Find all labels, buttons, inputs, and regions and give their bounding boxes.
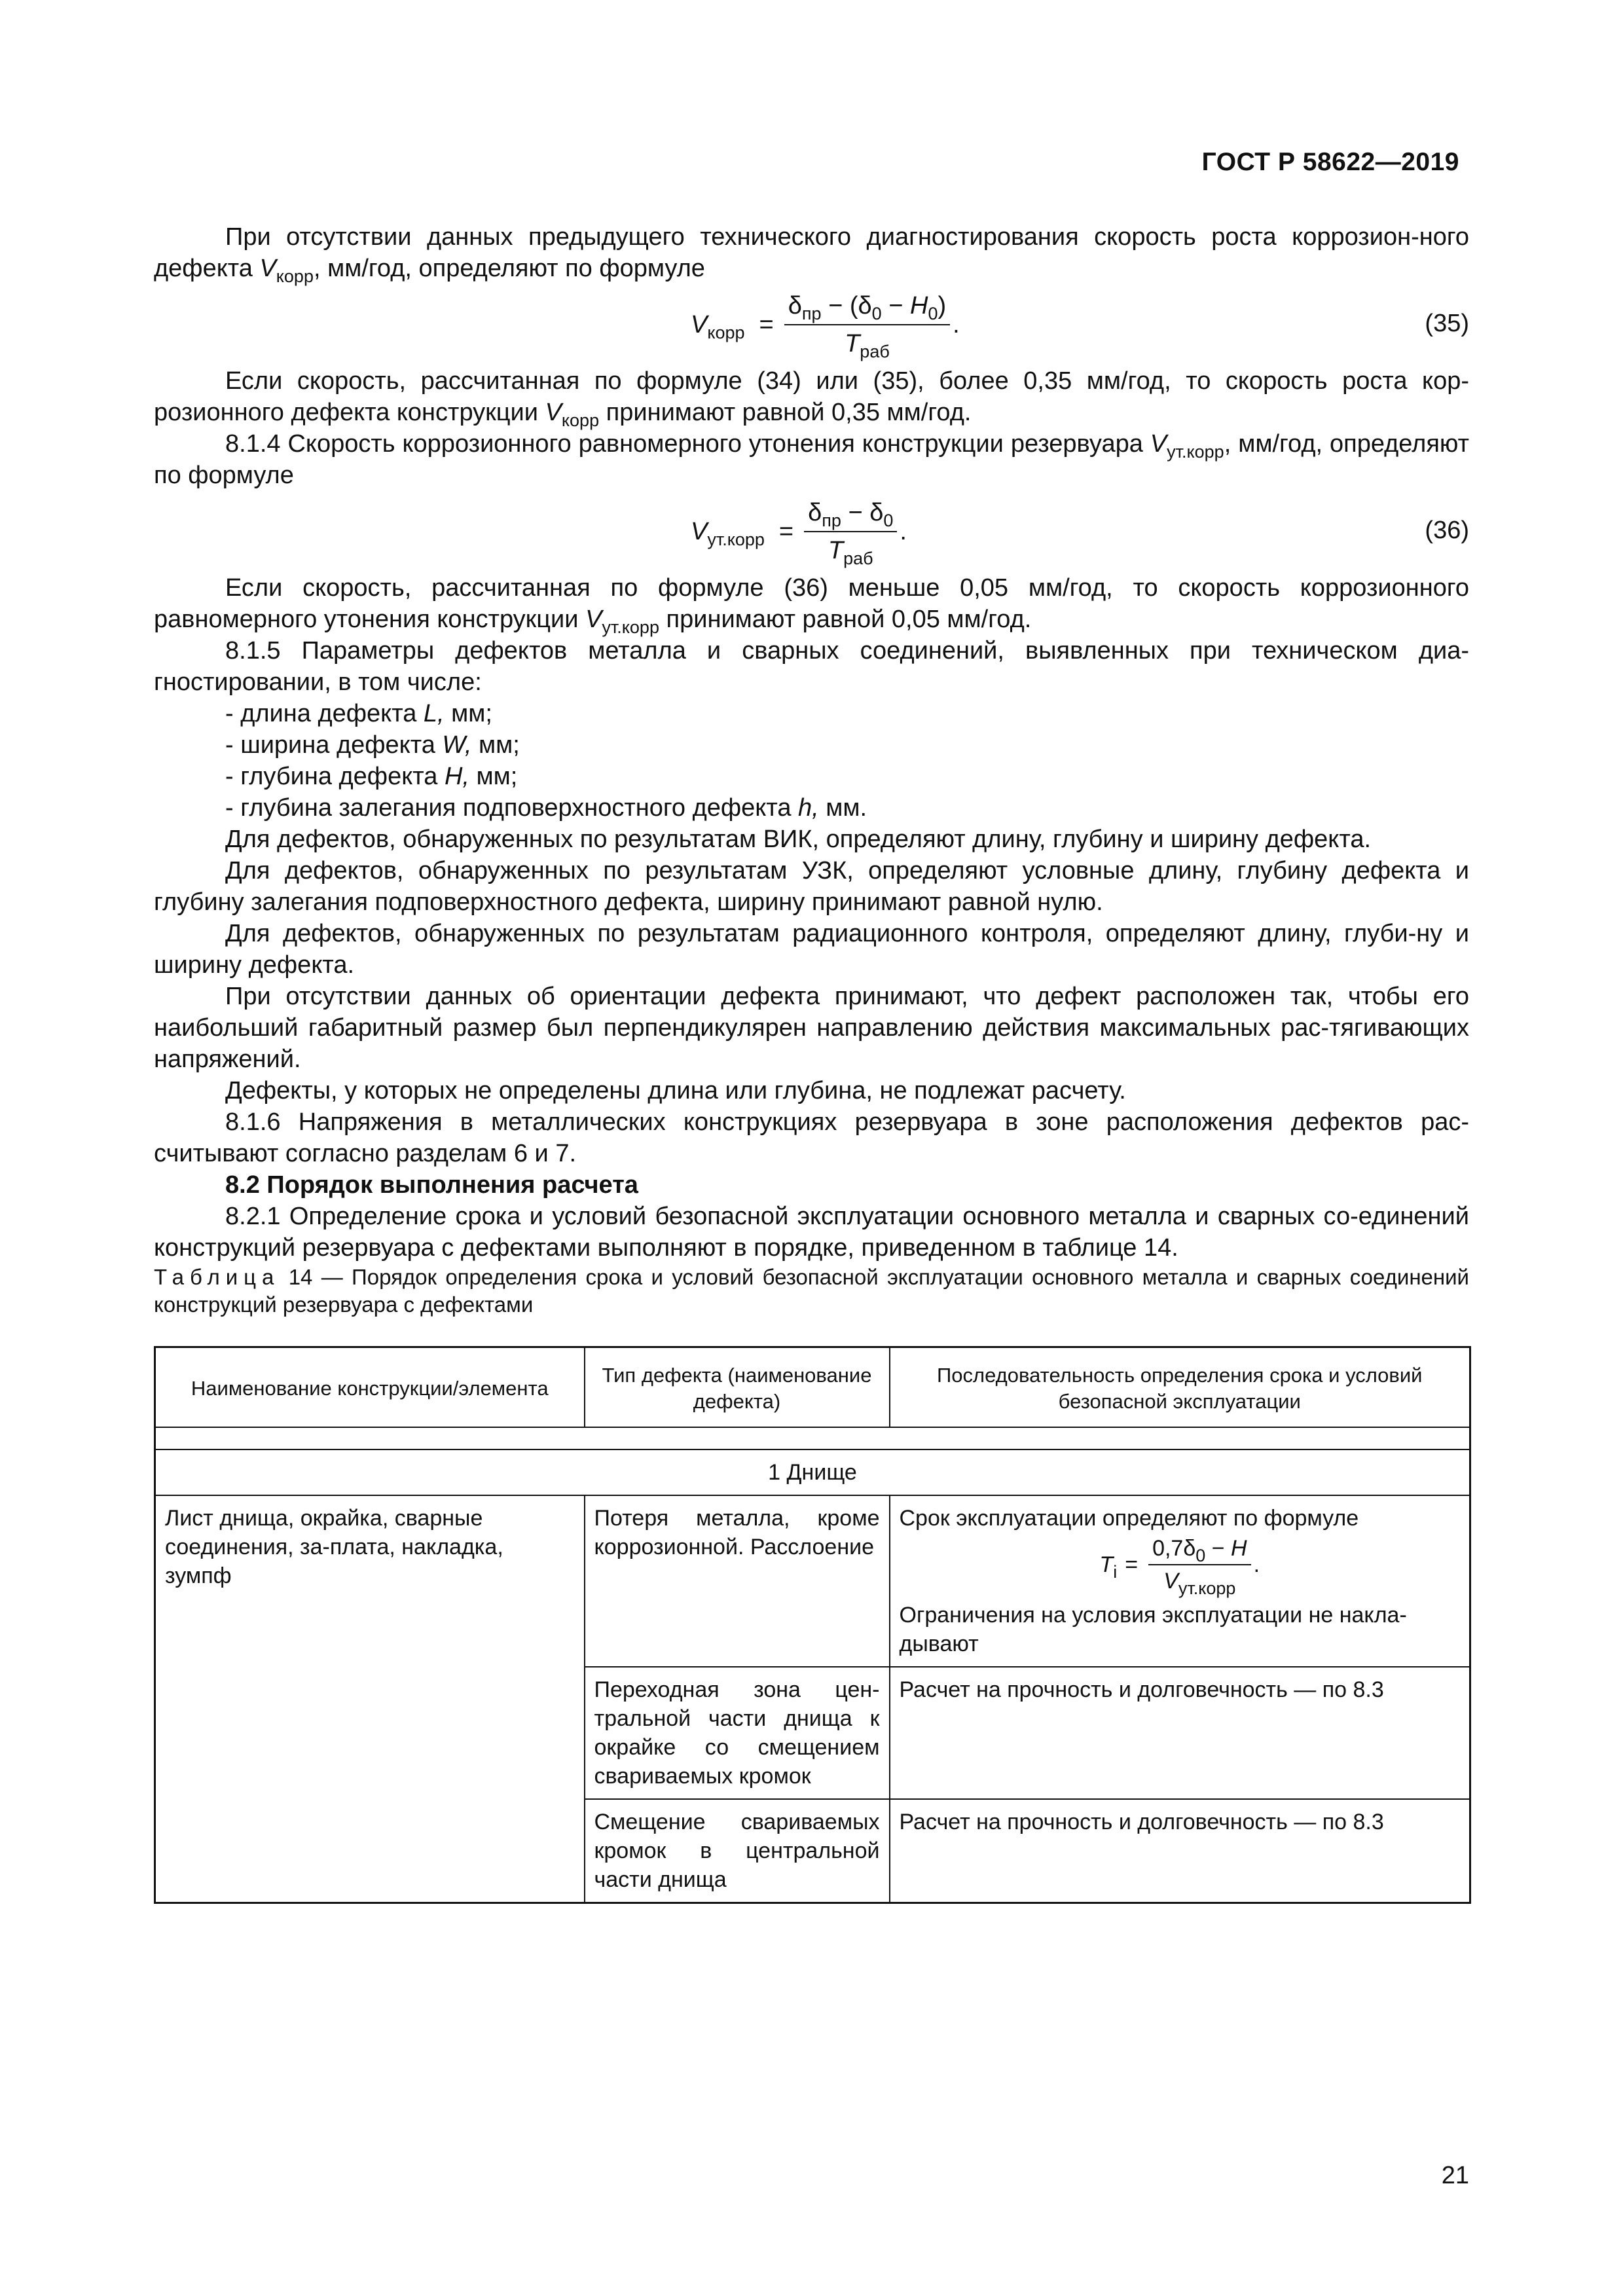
- table-cell-defect: Смещение свариваемых кромок в центральной части днища: [585, 1799, 890, 1903]
- table-cell-sequence: Расчет на прочность и долговечность — по 8.3: [890, 1799, 1470, 1903]
- paragraph-vik: Для дефектов, обнаруженных по результатам ВИК, определяют длину, глубину и ширину дефекта.: [225, 826, 1372, 853]
- paragraph-8-1-5: 8.1.5 Параметры дефектов металла и сварных соединений, выявленных при техническом диа-гностировании, в том числе:: [154, 637, 1469, 696]
- table-cell-sequence: Расчет на прочность и долговечность — по 8.3: [890, 1667, 1470, 1799]
- table-section-title: 1 Днище: [155, 1449, 1470, 1495]
- paragraph-corrosion-rate-intro: При отсутствии данных предыдущего технического диагностирования скорость роста коррозион-ного дефекта $V_{корр}$, мм/год, определяют по формуле: [154, 223, 1469, 286]
- table-header-defect: Тип дефекта (наименование дефекта): [585, 1347, 890, 1428]
- table-separator: [155, 1427, 1470, 1449]
- table-cell-defect: Переходная зона цен-тральной части днища к окрайке со смещением свариваемых кромок: [585, 1667, 890, 1799]
- page-number: 21: [1441, 2162, 1469, 2189]
- formula-36: $V_{ут.корр}$ = $\frac{\delta_{пр} - \delta_0}{T_{раб}}$ . (36): [154, 491, 1469, 572]
- paragraph-8-1-4: 8.1.4 Скорость коррозионного равномерного утонения конструкции резервуара $V_{ут.корр}$, мм/год, определяют по формуле: [154, 430, 1470, 489]
- table-cell-sequence: Срок эксплуатации определяют по формуле $T_i$ = $\frac{0,7\delta_0 - H}{V_{ут.корр}}$ . Ограничения на условия эксплуатации не накла-дывают: [890, 1495, 1470, 1667]
- paragraph-orientation: При отсутствии данных об ориентации дефекта принимают, что дефект расположен так, чтобы его наибольший габаритный размер был перпендикулярен направлению действия максимальных рас-тягивающих напряжений.: [154, 983, 1469, 1073]
- paragraph-rate-limit: Если скорость, рассчитанная по формуле (34) или (35), более 0,35 мм/год, то скорость роста кор-розионного дефекта конструкции $V_{корр}$ принимают равной 0,35 мм/год.: [154, 367, 1469, 430]
- formula-number-35: (35): [1425, 310, 1469, 337]
- document-header: ГОСТ Р 58622—2019: [1201, 148, 1459, 176]
- paragraph-radiation: Для дефектов, обнаруженных по результатам радиационного контроля, определяют длину, глуби-ну и ширину дефекта.: [154, 920, 1469, 979]
- list-item-depth: - глубина дефекта H, мм;: [225, 763, 518, 790]
- table-cell-element: Лист днища, окрайка, сварные соединения, за-плата, накладка, зумпф: [155, 1495, 585, 1903]
- table-caption: Таблица 14 — Порядок определения срока и условий безопасной эксплуатации основного металла и сварных соединений конструкций резервуара с дефектами: [154, 1265, 1469, 1317]
- table-14: [154, 1346, 1471, 1904]
- table-header-sequence: Последовательность определения срока и условий безопасной эксплуатации: [890, 1347, 1470, 1428]
- paragraph-not-calculated: Дефекты, у которых не определены длина или глубина, не подлежат расчету.: [225, 1077, 1126, 1104]
- table-header-element: Наименование конструкции/элемента: [155, 1347, 585, 1428]
- paragraph-8-2-1: 8.2.1 Определение срока и условий безопасной эксплуатации основного металла и сварных со-единений конструкций резервуара с дефектами выполняют в порядке, приведенном в таблице 14.: [154, 1203, 1469, 1262]
- section-heading: 8.2 Порядок выполнения расчета: [225, 1171, 638, 1199]
- page-content: [154, 221, 1469, 1904]
- paragraph-uzk: Для дефектов, обнаруженных по результатам УЗК, определяют условные длину, глубину дефекта и глубину залегания подповерхностного дефекта, ширину принимают равной нулю.: [154, 857, 1469, 916]
- table-cell-defect: Потеря металла, кроме коррозионной. Расслоение: [585, 1495, 890, 1667]
- table-header-row: [155, 1347, 1470, 1428]
- formula-ti: $T_i$ = $\frac{0,7\delta_0 - H}{V_{ут.корр}}$ .: [900, 1534, 1461, 1595]
- paragraph-thinning-limit: Если скорость, рассчитанная по формуле (36) меньше 0,05 мм/год, то скорость коррозионного равномерного утонения конструкции $V_{ут.корр}$ принимают равной 0,05 мм/год.: [154, 574, 1469, 637]
- list-item-length: - длина дефекта L, мм;: [225, 700, 492, 727]
- paragraph-8-1-6: 8.1.6 Напряжения в металлических конструкциях резервуара в зоне расположения дефектов рас-считывают согласно разделам 6 и 7.: [154, 1108, 1469, 1167]
- formula-number-36: (36): [1425, 517, 1469, 544]
- formula-35: $V_{корр}$ = $\frac{\delta_{пр} - (\delta_0 - H_0)}{T_{раб}}$ . (35): [154, 284, 1469, 365]
- list-item-subsurface-depth: - глубина залегания подповерхностного дефекта h, мм.: [225, 794, 867, 822]
- list-item-width: - ширина дефекта W, мм;: [225, 731, 520, 759]
- table-section-row: [155, 1449, 1470, 1495]
- table-row: [155, 1495, 1470, 1667]
